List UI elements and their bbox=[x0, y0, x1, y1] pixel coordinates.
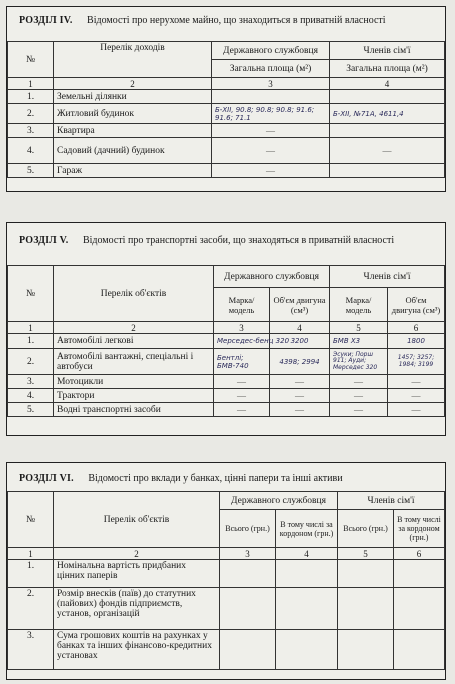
row-volume-family: — bbox=[388, 375, 445, 389]
row-no: 2. bbox=[8, 349, 54, 375]
cell-empty bbox=[394, 560, 445, 588]
row-name: Розмір внесків (паїв) до статутних (пайових) фондів підприємств, установ, організацій bbox=[54, 588, 220, 630]
assets-table bbox=[7, 491, 445, 670]
table-row bbox=[8, 124, 445, 138]
row-volume-family: 1457; 3257; 1984; 3199 bbox=[388, 349, 445, 375]
row-volume-servant: — bbox=[270, 375, 330, 389]
table-row bbox=[8, 560, 445, 588]
row-model-servant: — bbox=[214, 389, 270, 403]
row-family-value: — bbox=[330, 138, 445, 164]
col-model-servant: Марка/ модель bbox=[214, 288, 270, 322]
row-name: Автомобілі легкові bbox=[54, 334, 214, 349]
col-abroad-servant: В тому числі за кордоном (грн.) bbox=[276, 510, 338, 548]
idx-cell: 6 bbox=[388, 322, 445, 334]
col-servant: Державного службовця bbox=[214, 266, 330, 288]
table-row bbox=[8, 349, 445, 375]
section-iv-subtitle: Відомості про нерухоме майно, що знаходиться в приватній власності bbox=[87, 15, 386, 26]
section-iv-title: РОЗДІЛ IV. bbox=[19, 15, 73, 26]
table-row bbox=[8, 375, 445, 389]
col-name: Перелік доходів bbox=[54, 42, 212, 78]
section-vi-title: РОЗДІЛ VI. bbox=[19, 473, 74, 484]
row-name: Гараж bbox=[54, 164, 212, 178]
table-row bbox=[8, 403, 445, 417]
cell-empty bbox=[220, 588, 276, 630]
col-name: Перелік об'єктів bbox=[54, 266, 214, 322]
row-name: Садовий (дачний) будинок bbox=[54, 138, 212, 164]
row-no: 1. bbox=[8, 560, 54, 588]
section-iv bbox=[6, 6, 446, 192]
row-name: Мотоцикли bbox=[54, 375, 214, 389]
idx-cell: 1 bbox=[8, 322, 54, 334]
table-row bbox=[8, 334, 445, 349]
idx-cell: 6 bbox=[394, 548, 445, 560]
cell-empty bbox=[394, 588, 445, 630]
real-estate-table bbox=[7, 41, 445, 178]
row-no: 3. bbox=[8, 124, 54, 138]
col-volume-family: Об'єм двигуна (см³) bbox=[388, 288, 445, 322]
row-no: 1. bbox=[8, 90, 54, 104]
table-row bbox=[8, 90, 445, 104]
row-volume-family: 1800 bbox=[388, 334, 445, 349]
cell-empty bbox=[338, 560, 394, 588]
row-name: Трактори bbox=[54, 389, 214, 403]
col-servant: Державного службовця bbox=[220, 492, 338, 510]
row-servant-value: Б-ХІІ, 90.8; 90.8; 90.8; 91.6; 91.6; 71.1 bbox=[212, 104, 330, 124]
row-volume-servant: 4398; 2994 bbox=[270, 349, 330, 375]
idx-cell: 5 bbox=[338, 548, 394, 560]
col-servant: Державного службовця bbox=[212, 42, 330, 60]
section-v-header bbox=[7, 223, 445, 265]
cell-empty bbox=[276, 588, 338, 630]
cell-empty bbox=[220, 630, 276, 670]
col-total-servant: Всього (грн.) bbox=[220, 510, 276, 548]
row-name: Сума грошових коштів на рахунках у банках та інших фінансово-кредитних установах bbox=[54, 630, 220, 670]
row-name: Житловий будинок bbox=[54, 104, 212, 124]
idx-cell: 2 bbox=[54, 78, 212, 90]
row-model-family: БМВ Х3 bbox=[330, 334, 388, 349]
idx-cell: 3 bbox=[220, 548, 276, 560]
row-no: 1. bbox=[8, 334, 54, 349]
table-row bbox=[8, 104, 445, 124]
col-family: Членів сім'ї bbox=[338, 492, 445, 510]
table-row bbox=[8, 630, 445, 670]
row-family-value bbox=[330, 164, 445, 178]
row-name: Автомобілі вантажні, спеціальні і автобуси bbox=[54, 349, 214, 375]
table-row bbox=[8, 164, 445, 178]
idx-cell: 5 bbox=[330, 322, 388, 334]
row-servant-value: — bbox=[212, 138, 330, 164]
section-v-title: РОЗДІЛ V. bbox=[19, 235, 69, 246]
row-no: 4. bbox=[8, 138, 54, 164]
section-vi-header bbox=[7, 463, 445, 491]
row-model-family: — bbox=[330, 389, 388, 403]
col-volume-servant: Об'єм двигуна (см³) bbox=[270, 288, 330, 322]
table-row bbox=[8, 389, 445, 403]
section-vi-subtitle: Відомості про вклади у банках, цінні папери та інші активи bbox=[88, 473, 343, 484]
cell-empty bbox=[338, 588, 394, 630]
idx-cell: 1 bbox=[8, 78, 54, 90]
col-area-servant: Загальна площа (м²) bbox=[212, 60, 330, 78]
col-name: Перелік об'єктів bbox=[54, 492, 220, 548]
row-servant-value: — bbox=[212, 124, 330, 138]
row-no: 2. bbox=[8, 588, 54, 630]
row-model-family: — bbox=[330, 375, 388, 389]
idx-cell: 4 bbox=[270, 322, 330, 334]
row-name: Земельні ділянки bbox=[54, 90, 212, 104]
row-no: 4. bbox=[8, 389, 54, 403]
row-model-servant: — bbox=[214, 403, 270, 417]
row-no: 5. bbox=[8, 403, 54, 417]
col-no: № bbox=[8, 266, 54, 322]
vehicles-table bbox=[7, 265, 445, 417]
col-no: № bbox=[8, 492, 54, 548]
row-no: 3. bbox=[8, 630, 54, 670]
row-family-value bbox=[330, 90, 445, 104]
col-model-family: Марка/ модель bbox=[330, 288, 388, 322]
col-family: Членів сім'ї bbox=[330, 266, 445, 288]
row-no: 5. bbox=[8, 164, 54, 178]
row-volume-servant: — bbox=[270, 389, 330, 403]
idx-cell: 2 bbox=[54, 322, 214, 334]
row-name: Номінальна вартість придбаних цінних паперів bbox=[54, 560, 220, 588]
row-servant-value bbox=[212, 90, 330, 104]
idx-cell: 4 bbox=[276, 548, 338, 560]
row-family-value bbox=[330, 124, 445, 138]
col-total-family: Всього (грн.) bbox=[338, 510, 394, 548]
table-row bbox=[8, 138, 445, 164]
cell-empty bbox=[394, 630, 445, 670]
row-volume-family: — bbox=[388, 389, 445, 403]
col-area-family: Загальна площа (м²) bbox=[330, 60, 445, 78]
section-vi bbox=[6, 462, 446, 680]
idx-cell: 2 bbox=[54, 548, 220, 560]
col-no: № bbox=[8, 42, 54, 78]
idx-cell: 1 bbox=[8, 548, 54, 560]
row-model-family: — bbox=[330, 403, 388, 417]
section-v bbox=[6, 222, 446, 436]
row-model-family: Эсуки; Порш 911; Ауди; Мерседес 320 bbox=[330, 349, 388, 375]
cell-empty bbox=[220, 560, 276, 588]
row-volume-servant: — bbox=[270, 403, 330, 417]
section-iv-header bbox=[7, 7, 445, 41]
row-volume-family: — bbox=[388, 403, 445, 417]
col-abroad-family: В тому числі за кордоном (грн.) bbox=[394, 510, 445, 548]
row-name: Водні транспортні засоби bbox=[54, 403, 214, 417]
row-no: 2. bbox=[8, 104, 54, 124]
cell-empty bbox=[276, 630, 338, 670]
idx-cell: 4 bbox=[330, 78, 445, 90]
row-servant-value: — bbox=[212, 164, 330, 178]
row-no: 3. bbox=[8, 375, 54, 389]
idx-cell: 3 bbox=[214, 322, 270, 334]
row-name: Квартира bbox=[54, 124, 212, 138]
col-family: Членів сім'ї bbox=[330, 42, 445, 60]
idx-cell: 3 bbox=[212, 78, 330, 90]
section-v-subtitle: Відомості про транспортні засоби, що знаходяться в приватній власності bbox=[82, 235, 395, 246]
row-model-servant: — bbox=[214, 375, 270, 389]
cell-empty bbox=[338, 630, 394, 670]
cell-empty bbox=[276, 560, 338, 588]
row-family-value: Б-ХІІ, №71А, 4611,4 bbox=[330, 104, 445, 124]
row-volume-servant: 3200 bbox=[270, 334, 330, 349]
table-row bbox=[8, 588, 445, 630]
row-model-servant: Мерседес-бенц 320 bbox=[214, 334, 270, 349]
row-model-servant: Бентлі; БМВ-740 bbox=[214, 349, 270, 375]
